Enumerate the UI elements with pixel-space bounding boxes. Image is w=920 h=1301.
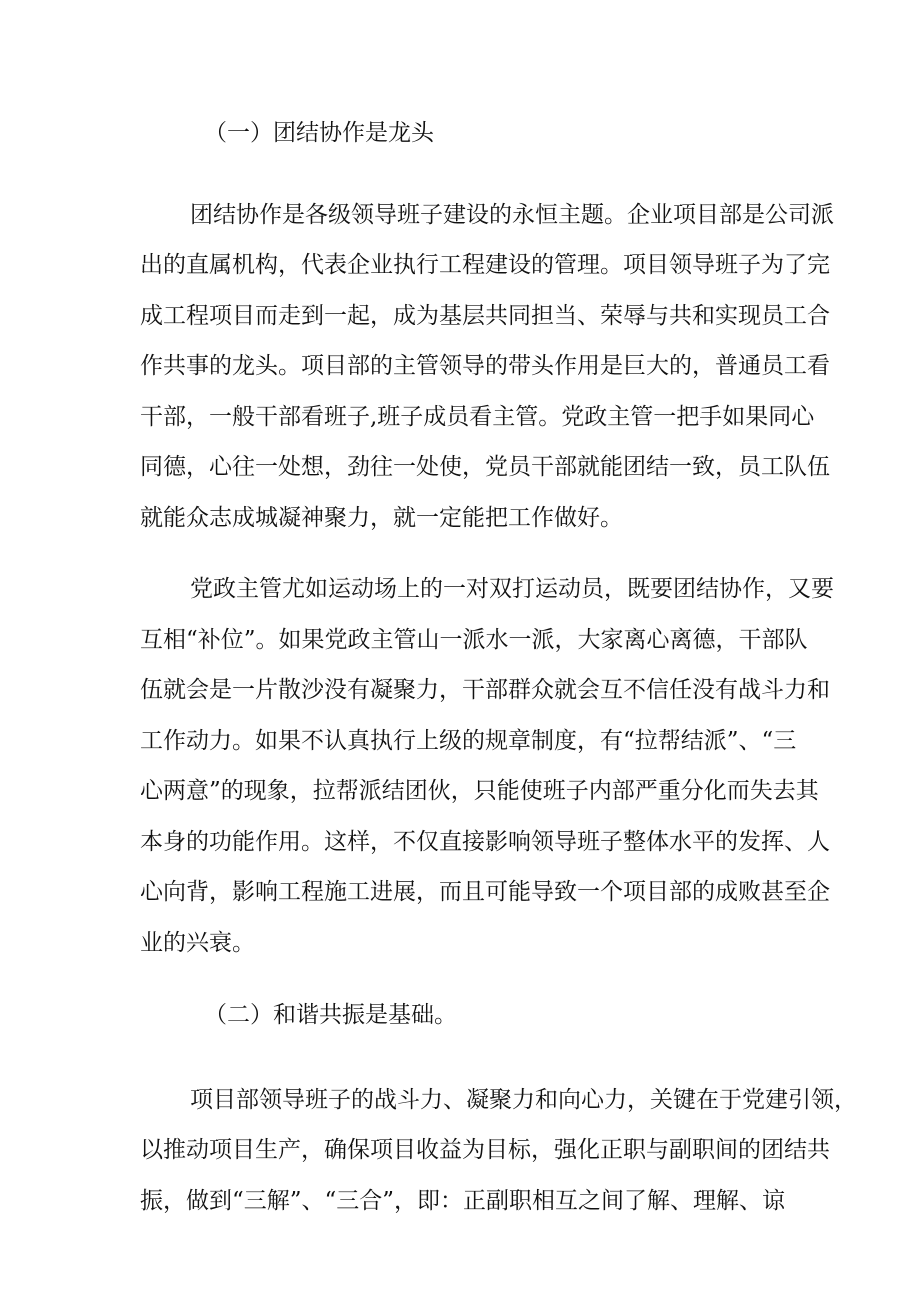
paragraph-line: 出的直属机构，代表企业执行工程建设的管理。项目领导班子为了完: [140, 252, 830, 278]
paragraph-line: 以推动项目生产，确保项目收益为目标，强化正职与副职间的团结共: [140, 1137, 830, 1163]
paragraph-line: 本身的功能作用。这样，不仅直接影响领导班子整体水平的发挥、人: [140, 829, 830, 855]
paragraph-line: 作共事的龙头。项目部的主管领导的带头作用是巨大的，普通员工看: [140, 353, 830, 379]
paragraph-line: 就能众志成城凝神聚力，就一定能把工作做好。: [140, 505, 623, 531]
paragraph-line: 成工程项目而走到一起，成为基层共同担当、荣辱与共和实现员工合: [140, 303, 830, 329]
paragraph-line: 互相“补位”。如果党政主管山一派水一派，大家离心离德，干部队: [140, 627, 808, 653]
section-heading-2: （二）和谐共振是基础。: [204, 1002, 457, 1028]
paragraph-line: 振，做到“三解”、“三合”，即：正副职相互之间了解、理解、谅: [140, 1188, 786, 1214]
paragraph-line: 工作动力。如果不认真执行上级的规章制度，有“拉帮结派”、“三: [140, 728, 797, 754]
section-heading-1: （一）团结协作是龙头: [204, 120, 434, 146]
paragraph-line: 干部，一般干部看班子,班子成员看主管。党政主管一把手如果同心: [140, 404, 815, 430]
paragraph-line: 同德，心往一处想，劲往一处使，党员干部就能团结一致，员工队伍: [140, 454, 830, 480]
paragraph-line: 伍就会是一片散沙没有凝聚力，干部群众就会互不信任没有战斗力和: [140, 677, 830, 703]
paragraph-line: 党政主管尤如运动场上的一对双打运动员，既要团结协作，又要: [190, 576, 834, 602]
paragraph-line: 业的兴衰。: [140, 930, 255, 956]
paragraph-line: 团结协作是各级领导班子建设的永恒主题。企业项目部是公司派: [190, 202, 834, 228]
paragraph-line: 项目部领导班子的战斗力、凝聚力和向心力，关键在于党建引领，: [190, 1087, 857, 1113]
paragraph-line: 心向背，影响工程施工进展，而且可能导致一个项目部的成败甚至企: [140, 879, 830, 905]
paragraph-line: 心两意”的现象，拉帮派结团伙，只能使班子内部严重分化而失去其: [140, 778, 819, 804]
